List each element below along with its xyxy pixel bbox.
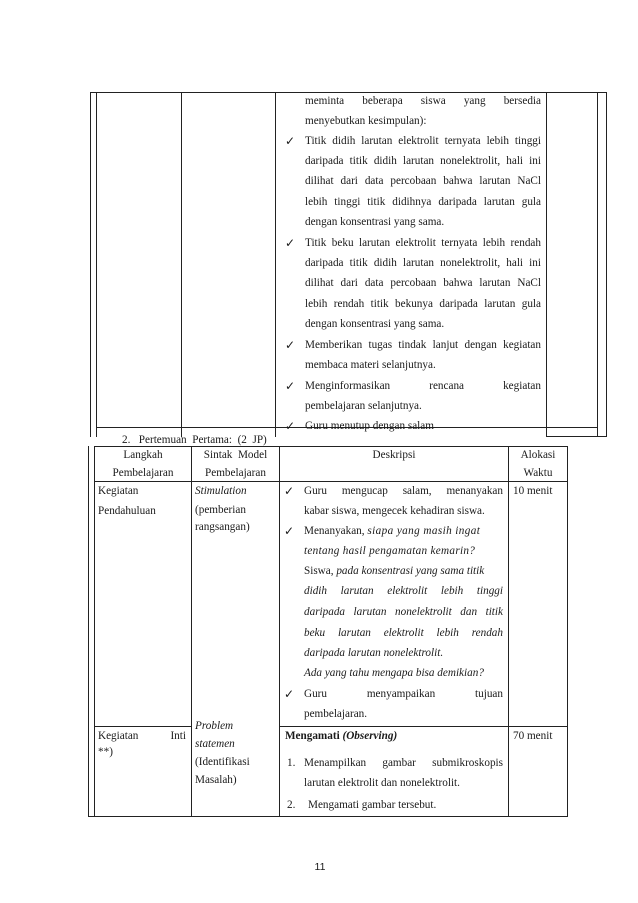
table-border	[88, 446, 89, 817]
table-border	[94, 446, 95, 817]
waktu-cell: 70 menit	[513, 730, 553, 742]
desc-heading-italic: (Observing)	[342, 730, 398, 742]
sintak-cell: rangsangan)	[195, 521, 250, 533]
bullet-text: Guru menutup dengan salam	[305, 420, 434, 432]
table-border	[88, 816, 568, 817]
desc-heading-bold: Mengamati	[285, 730, 340, 742]
table-border	[508, 446, 509, 817]
sintak-cell: (pemberian	[195, 504, 246, 516]
bullet-text: membaca materi selanjutnya.	[305, 359, 436, 371]
bullet-text: Menginformasikan rencana kegiatan	[305, 380, 541, 392]
sintak-cell: Problem	[195, 720, 234, 732]
desc-italic: pada konsentrasi yang sama titik	[336, 565, 485, 577]
desc-text	[304, 521, 480, 541]
check-icon: ✓	[285, 379, 296, 393]
table-border	[191, 446, 192, 817]
sintak-cell: Masalah)	[195, 774, 237, 786]
check-icon: ✓	[284, 484, 295, 498]
desc-text: Menampilkan gambar submikroskopis	[304, 757, 503, 769]
table-border	[546, 92, 547, 437]
langkah-cell: Pendahuluan	[98, 505, 156, 517]
continued-text: menyebutkan kesimpulan):	[305, 115, 427, 127]
header-deskripsi: Deskripsi	[372, 449, 416, 461]
table-border	[90, 92, 91, 437]
table-border	[275, 92, 276, 437]
desc-text	[304, 561, 484, 581]
desc-italic: daripada larutan nonelektrolit.	[304, 647, 444, 659]
desc-italic: tentang hasil pengamatan kemarin?	[304, 545, 476, 557]
check-icon: ✓	[284, 524, 295, 538]
check-icon: ✓	[285, 134, 296, 148]
langkah-cell: **)	[98, 746, 113, 758]
table-border	[597, 92, 598, 437]
check-icon: ✓	[285, 338, 296, 352]
section-heading: 2. Pertemuan Pertama: (2 JP)	[122, 434, 267, 446]
bullet-text: Titik beku larutan elektrolit ternyata lebih rendah	[305, 237, 541, 249]
bullet-text: dengan konsentrasi yang sama.	[305, 216, 445, 228]
header-langkah: Langkah	[123, 449, 163, 461]
desc-text: Guru menyampaikan tujuan	[304, 688, 503, 700]
bullet-text: dilihat dari data percobaan bahwa larutan NaCl	[305, 175, 541, 187]
desc-plain: Menanyakan,	[304, 525, 365, 537]
sintak-cell: (Identifikasi	[195, 756, 250, 768]
page-number: 11	[314, 861, 326, 873]
bullet-text: dilihat dari data percobaan bahwa larutan NaCl	[305, 277, 541, 289]
bullet-text: pembelajaran selanjutnya.	[305, 400, 422, 412]
bullet-text: Memberikan tugas tindak lanjut dengan kegiatan	[305, 339, 541, 351]
check-icon: ✓	[284, 687, 295, 701]
desc-text: Guru mengucap salam, menanyakan	[304, 485, 503, 497]
table-border	[96, 92, 97, 437]
table-border	[279, 446, 280, 817]
bullet-text: daripada titik didih larutan nonelektrolit, hali ini	[305, 155, 541, 167]
check-icon: ✓	[285, 419, 296, 433]
desc-text: pembelajaran.	[304, 708, 368, 720]
bullet-text: Titik didih larutan elektrolit ternyata lebih tinggi	[305, 135, 541, 147]
sintak-cell: statemen	[195, 738, 235, 750]
table-border	[181, 92, 182, 437]
desc-text: kabar siswa, mengecek kehadiran siswa.	[304, 505, 485, 517]
header-alokasi: Alokasi	[520, 449, 556, 461]
desc-text: larutan elektrolit dan nonelektrolit.	[304, 777, 460, 789]
desc-italic: siapa yang masih ingat	[367, 525, 481, 537]
bullet-text: lebih rendah titik bekunya daripada larutan gula	[305, 298, 541, 310]
header-sintak: Pembelajaran	[205, 467, 266, 479]
desc-italic: beku larutan elektrolit lebih rendah	[304, 627, 503, 639]
bullet-text: dengan konsentrasi yang sama.	[305, 318, 445, 330]
desc-italic: daripada larutan nonelektrolit dan titik	[304, 606, 503, 618]
desc-italic: didih larutan elektrolit lebih tinggi	[304, 585, 503, 597]
bullet-text: daripada titik didih larutan nonelektrolit, hali ini	[305, 257, 541, 269]
table-border	[567, 446, 568, 817]
waktu-cell: 10 menit	[513, 485, 553, 497]
header-langkah: Pembelajaran	[112, 467, 174, 479]
continued-text: meminta beberapa siswa yang bersedia	[305, 95, 541, 107]
langkah-cell: Kegiatan	[98, 485, 139, 497]
desc-heading	[285, 726, 397, 746]
list-number: 2.	[287, 799, 296, 811]
header-sintak: Sintak Model	[203, 449, 268, 461]
header-alokasi: Waktu	[523, 467, 553, 479]
list-number: 1.	[287, 757, 296, 769]
desc-italic: Ada yang tahu mengapa bisa demikian?	[304, 667, 484, 679]
sintak-cell: Stimulation	[195, 485, 247, 497]
table-border	[546, 436, 607, 437]
bullet-text: lebih tinggi titik didihnya daripada larutan gula	[305, 196, 541, 208]
table-border	[606, 92, 607, 437]
check-icon: ✓	[285, 236, 296, 250]
desc-text: Mengamati gambar tersebut.	[308, 799, 437, 811]
langkah-cell: Kegiatan Inti	[98, 730, 186, 742]
desc-plain: Siswa,	[304, 565, 334, 577]
